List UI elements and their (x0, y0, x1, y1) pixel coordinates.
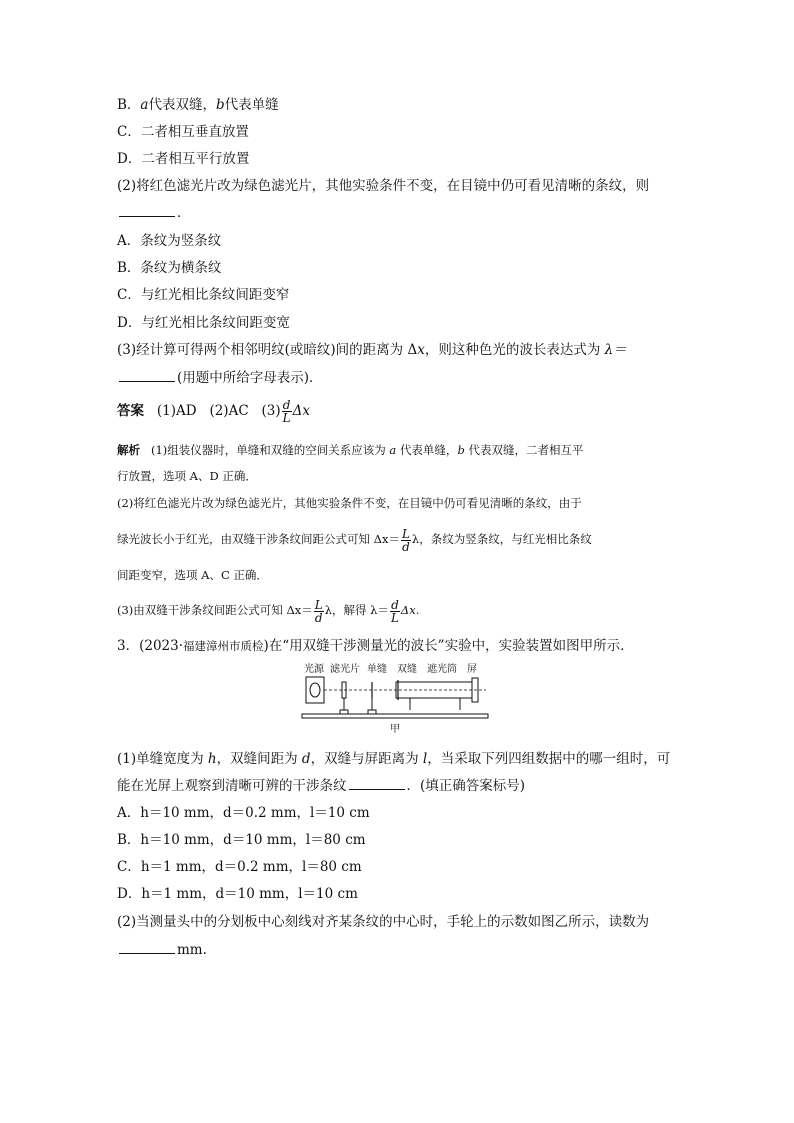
option-b (117, 95, 279, 115)
analysis-line-1 (117, 440, 583, 460)
numerator: d (282, 398, 291, 412)
text: ．(填正确答案标号) (406, 778, 526, 794)
option-d: D．与红光相比条纹间距变宽 (117, 315, 290, 331)
analysis-line-5: 间距变窄，选项 A、C 正确． (117, 568, 268, 582)
optical-bench (302, 714, 488, 718)
var-h: h (207, 751, 217, 767)
q3-part1-line2 (117, 776, 525, 796)
question-3-heading (117, 636, 634, 656)
analysis-label: 解析 (117, 443, 140, 457)
fraction-l-over-d (401, 528, 411, 553)
text: λ，解得 λ＝ (324, 603, 389, 617)
fraction-d-over-l (282, 399, 292, 424)
lambda: λ＝ (604, 342, 627, 358)
answer-blank (119, 204, 175, 217)
sub-question-2: (2)将红色滤光片改为绿色滤光片，其他实验条件不变，在目镜中仍可看见清晰的条纹，则 (117, 178, 650, 194)
text: (1)组装仪器时，单缝和双缝的空间关系应该为 (150, 443, 386, 457)
delta-x: Δx (292, 403, 310, 419)
text: ，则这种色光的波长表达式为 (424, 342, 601, 358)
denominator: L (282, 411, 291, 425)
text: ． (177, 205, 191, 221)
text: (3)由双缝干涉条纹间距公式可知 Δx＝ (117, 603, 313, 617)
answer-2: (2)AC (209, 403, 249, 419)
answer-blank (119, 369, 175, 382)
denominator: L (390, 610, 399, 625)
var-b: b (457, 443, 465, 457)
text: (3)经计算可得两个相邻明纹(或暗纹)间的距离为 Δ (117, 342, 418, 358)
text: 代表双缝，二者相互平 (468, 443, 584, 457)
answer-blank (349, 777, 405, 790)
answer-blank-line (117, 203, 191, 223)
text: 绿光波长小于红光，由双缝干涉条纹间距公式可知 Δx＝ (117, 532, 400, 546)
answer-1: (1)AD (156, 403, 197, 419)
text: 代表单缝， (399, 443, 458, 457)
option-letter: B． (117, 97, 141, 113)
label-screen: 屏 (467, 664, 477, 675)
text: ，双缝间距为 (216, 751, 302, 767)
answer-line (117, 398, 310, 424)
source: 福建漳州市质检 (183, 639, 264, 653)
q3-part2-line2 (117, 940, 207, 960)
numerator: L (314, 597, 323, 612)
analysis-line-2: 行放置，选项 A、D 正确． (117, 469, 257, 483)
answer-3: (3) (261, 403, 281, 419)
label-tube: 遮光筒 (427, 664, 457, 675)
q3-option-d: D．h＝1 mm，d＝10 mm，l＝10 cm (117, 886, 358, 902)
analysis-line-4 (117, 526, 592, 553)
text: ，双缝与屏距离为 (310, 751, 423, 767)
label-filter: 滤光片 (330, 664, 360, 675)
option-c: C．二者相互垂直放置 (117, 124, 249, 140)
var-d: d (301, 751, 311, 767)
text: 能在光屏上观察到清晰可辨的干涉条纹 (117, 778, 347, 794)
q3-option-a: A．h＝10 mm，d＝0.2 mm，l＝10 cm (117, 805, 370, 821)
answer-blank (119, 941, 175, 954)
q3-part2-line1: (2)当测量头中的分划板中心刻线对齐某条纹的中心时，手轮上的示数如图乙所示，读数为 (117, 914, 650, 930)
option-c: C．与红光相比条纹间距变窄 (117, 287, 290, 303)
figure-caption: 甲 (390, 724, 400, 735)
option-b: B．条纹为横条纹 (117, 260, 222, 276)
bulb (310, 683, 320, 697)
answer-blank-line (117, 368, 323, 388)
var-b: b (215, 97, 225, 113)
numerator: L (401, 526, 410, 541)
text: 代表双缝， (148, 97, 216, 113)
denominator: d (314, 610, 323, 625)
label-double-slit: 双缝 (397, 664, 417, 675)
text: Δx. (400, 603, 420, 617)
text: ，当采取下列四组数据中的哪一组时，可 (427, 751, 671, 767)
denominator: d (402, 539, 410, 554)
apparatus-figure (300, 660, 490, 740)
text: (1)单缝宽度为 (117, 751, 208, 767)
unit: mm. (177, 942, 207, 958)
q3-option-b: B．h＝10 mm，d＝10 mm，l＝80 cm (117, 832, 366, 848)
text: 3．(2023· (117, 638, 184, 654)
var-a: a (140, 97, 149, 113)
label-light-source: 光源 (304, 664, 324, 675)
text: 代表单缝 (224, 97, 279, 113)
option-d: D．二者相互平行放置 (117, 151, 250, 167)
slit-base (368, 710, 376, 714)
label-single-slit: 单缝 (367, 664, 387, 675)
fraction-l-over-d (314, 599, 324, 624)
fraction-d-over-l (390, 599, 400, 624)
text: λ，条纹为竖条纹，与红光相比条纹 (411, 532, 592, 546)
text: )在“用双缝干涉测量光的波长”实验中，实验装置如图甲所示． (263, 638, 634, 654)
answer-label: 答案 (117, 403, 144, 419)
numerator: d (391, 597, 399, 612)
sub-question-3 (117, 340, 627, 360)
var-l: l (422, 751, 428, 767)
var-x: x (417, 342, 425, 358)
option-a: A．条纹为竖条纹 (117, 233, 222, 249)
analysis-line-3: (2)将红色滤光片改为绿色滤光片，其他实验条件不变，在目镜中仍可看见清晰的条纹，由于 (117, 496, 582, 510)
q3-option-c: C．h＝1 mm，d＝0.2 mm，l＝80 cm (117, 859, 362, 875)
var-a: a (389, 443, 397, 457)
text: (用题中所给字母表示)． (177, 370, 323, 386)
filter-base (340, 710, 348, 714)
analysis-line-6 (117, 597, 419, 624)
q3-part1-line1 (117, 749, 670, 769)
light-source-box (306, 677, 324, 703)
